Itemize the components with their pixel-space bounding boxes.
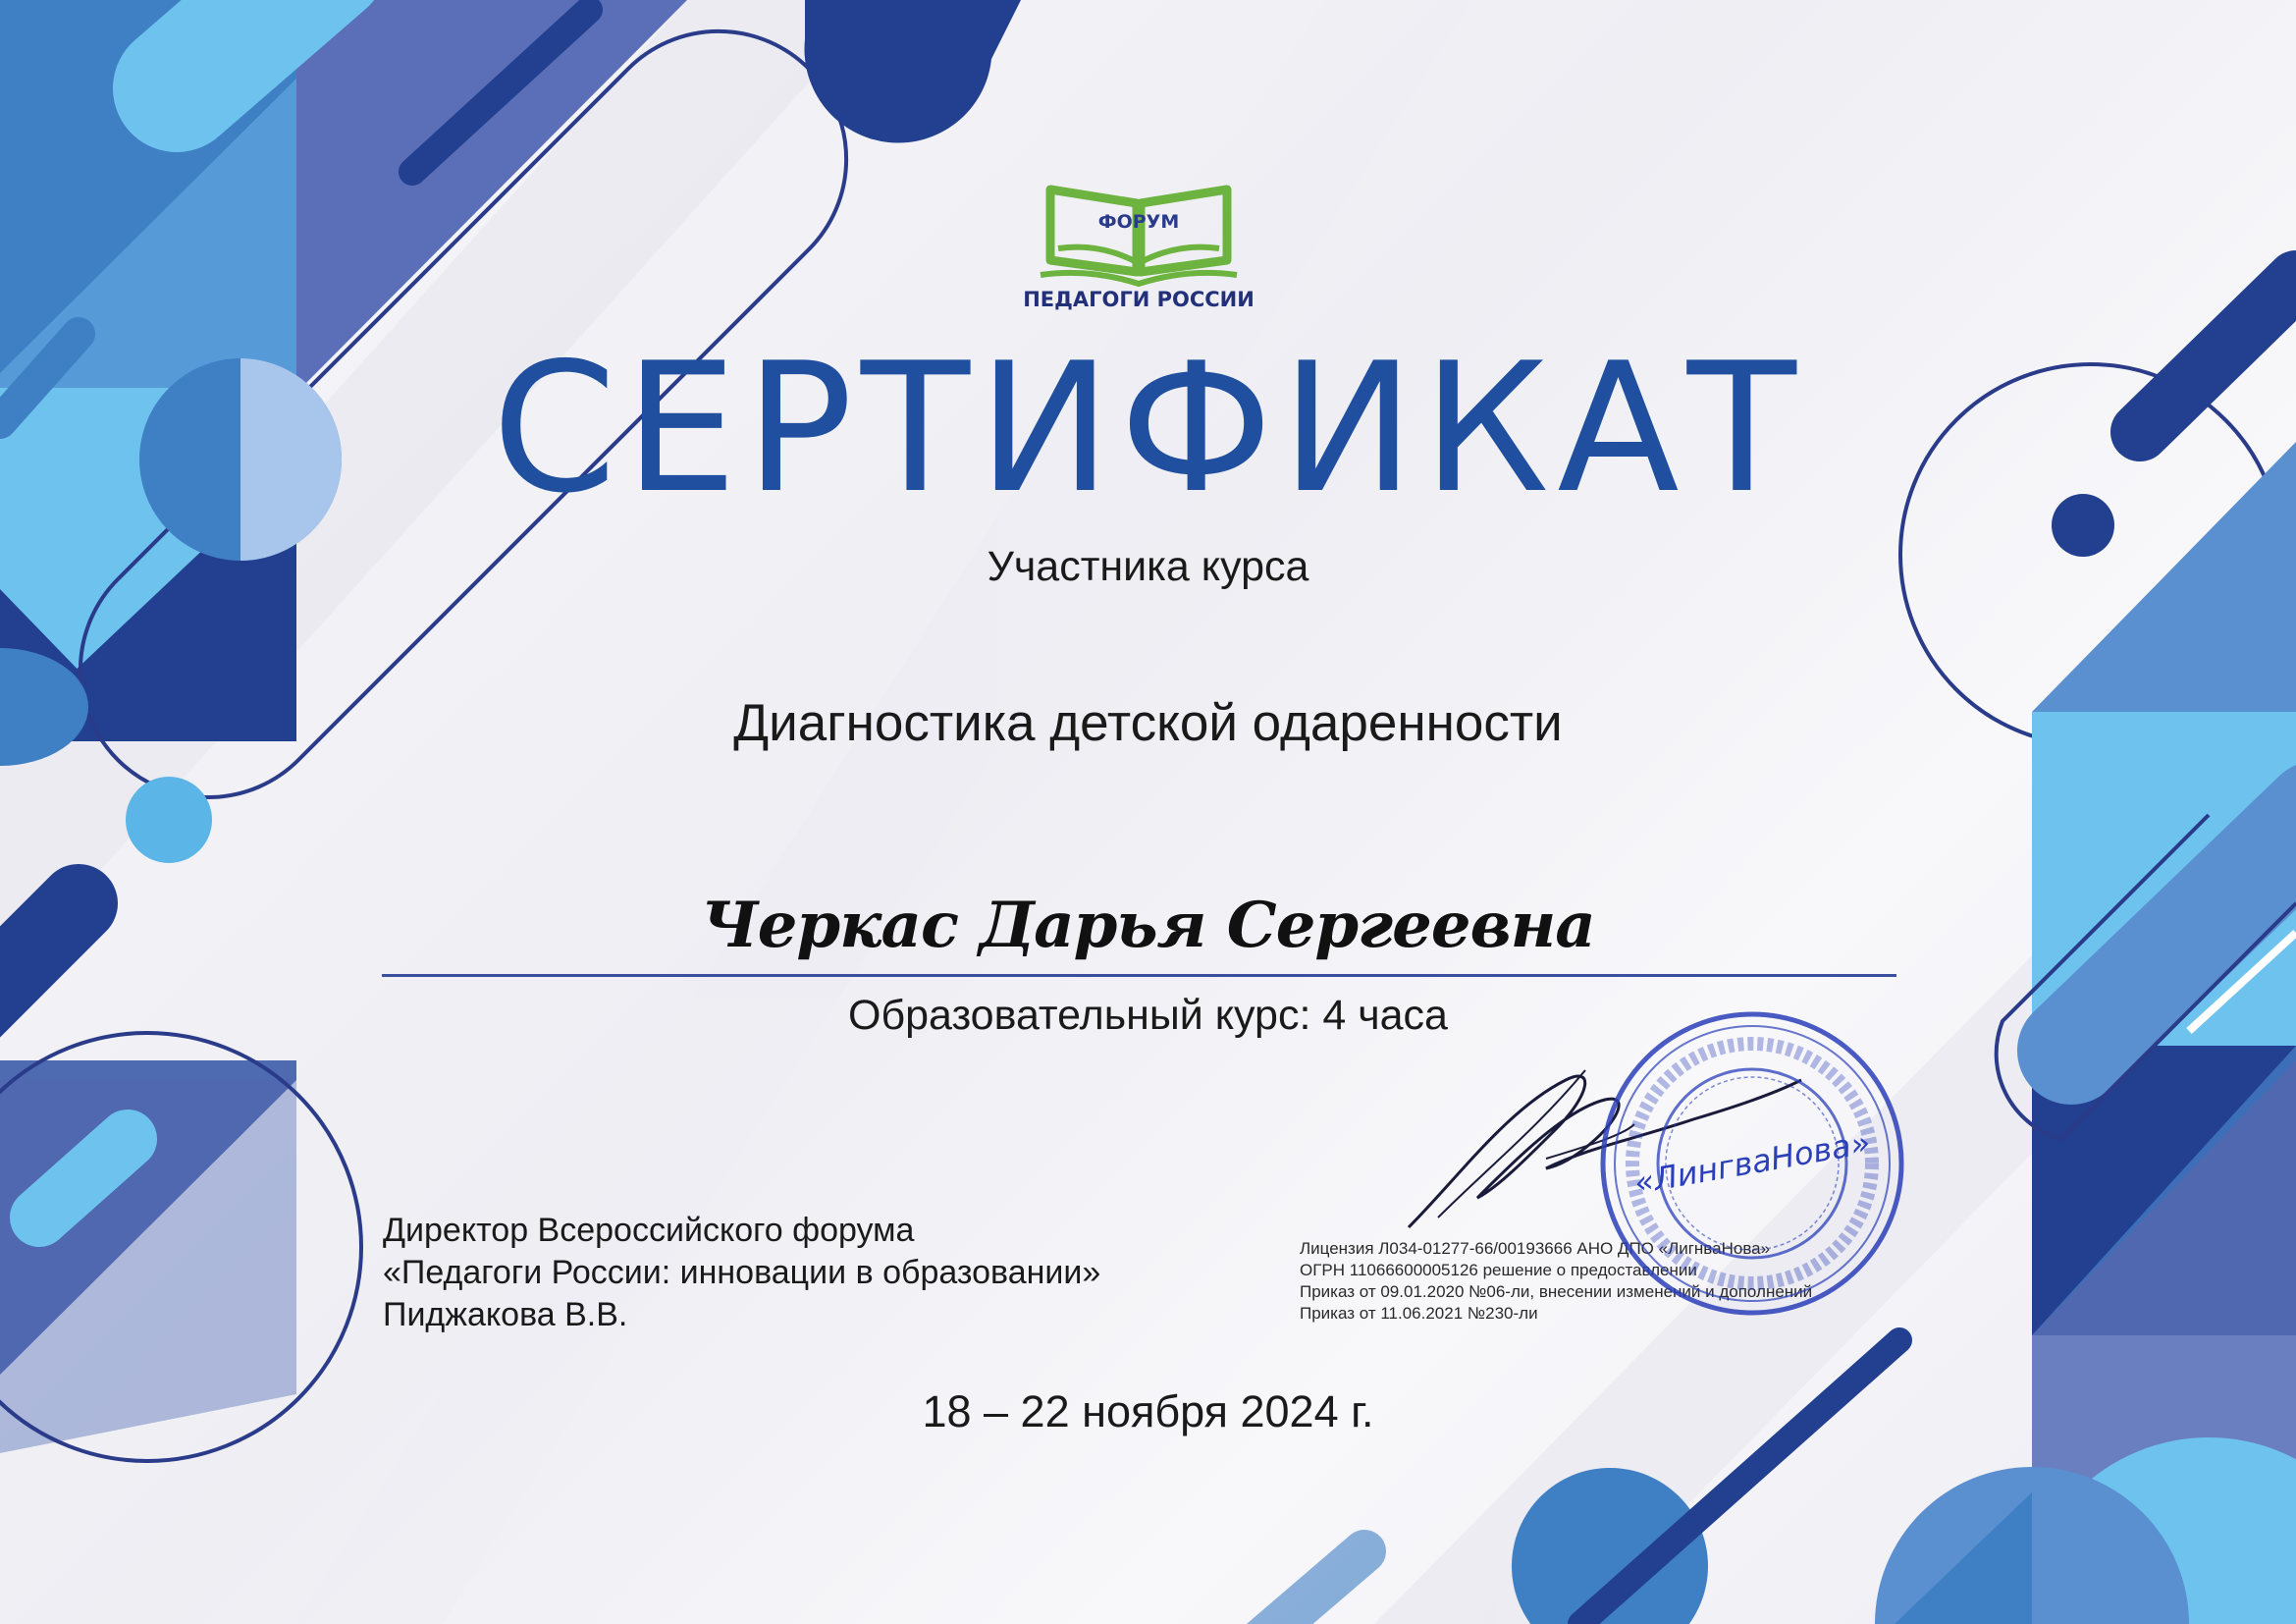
order-line-1: Приказ от 09.01.2020 №06-ли, внесении изменений и дополнений (1300, 1282, 1813, 1301)
logo-top-text: ФОРУМ (1097, 211, 1180, 233)
certificate-title: СЕРТИФИКАТ (492, 324, 1804, 532)
director-forum: «Педагоги России: инновации в образовании» (383, 1254, 1101, 1291)
stamp-center-text: «ЛингваНова» (1631, 1123, 1873, 1202)
ogrn-line: ОГРН 11066600005126 решение о предоставлении (1300, 1261, 1697, 1279)
course-name: Диагностика детской одаренности (733, 694, 1563, 752)
official-stamp (1595, 1006, 1909, 1321)
open-book-icon (1021, 182, 1256, 290)
course-dates: 18 – 22 ноября 2024 г. (922, 1386, 1374, 1436)
certificate-subtitle: Участника курса (987, 543, 1309, 590)
course-hours: Образовательный курс: 4 часа (848, 992, 1448, 1039)
forum-logo (1021, 182, 1256, 319)
logo-bottom-text: ПЕДАГОГИ РОССИИ (1023, 288, 1255, 311)
director-name: Пиджакова В.В. (383, 1296, 628, 1333)
director-title: Директор Всероссийского форума (383, 1212, 915, 1249)
recipient-name: Черкас Дарья Сергеевна (701, 889, 1595, 962)
order-line-2: Приказ от 11.06.2021 №230-ли (1300, 1304, 1538, 1323)
director-block (383, 1210, 1100, 1336)
license-line: Лицензия Л034-01277-66/00193666 АНО ДПО «ЛигнваНова» (1300, 1239, 1771, 1258)
name-underline (382, 974, 1896, 977)
